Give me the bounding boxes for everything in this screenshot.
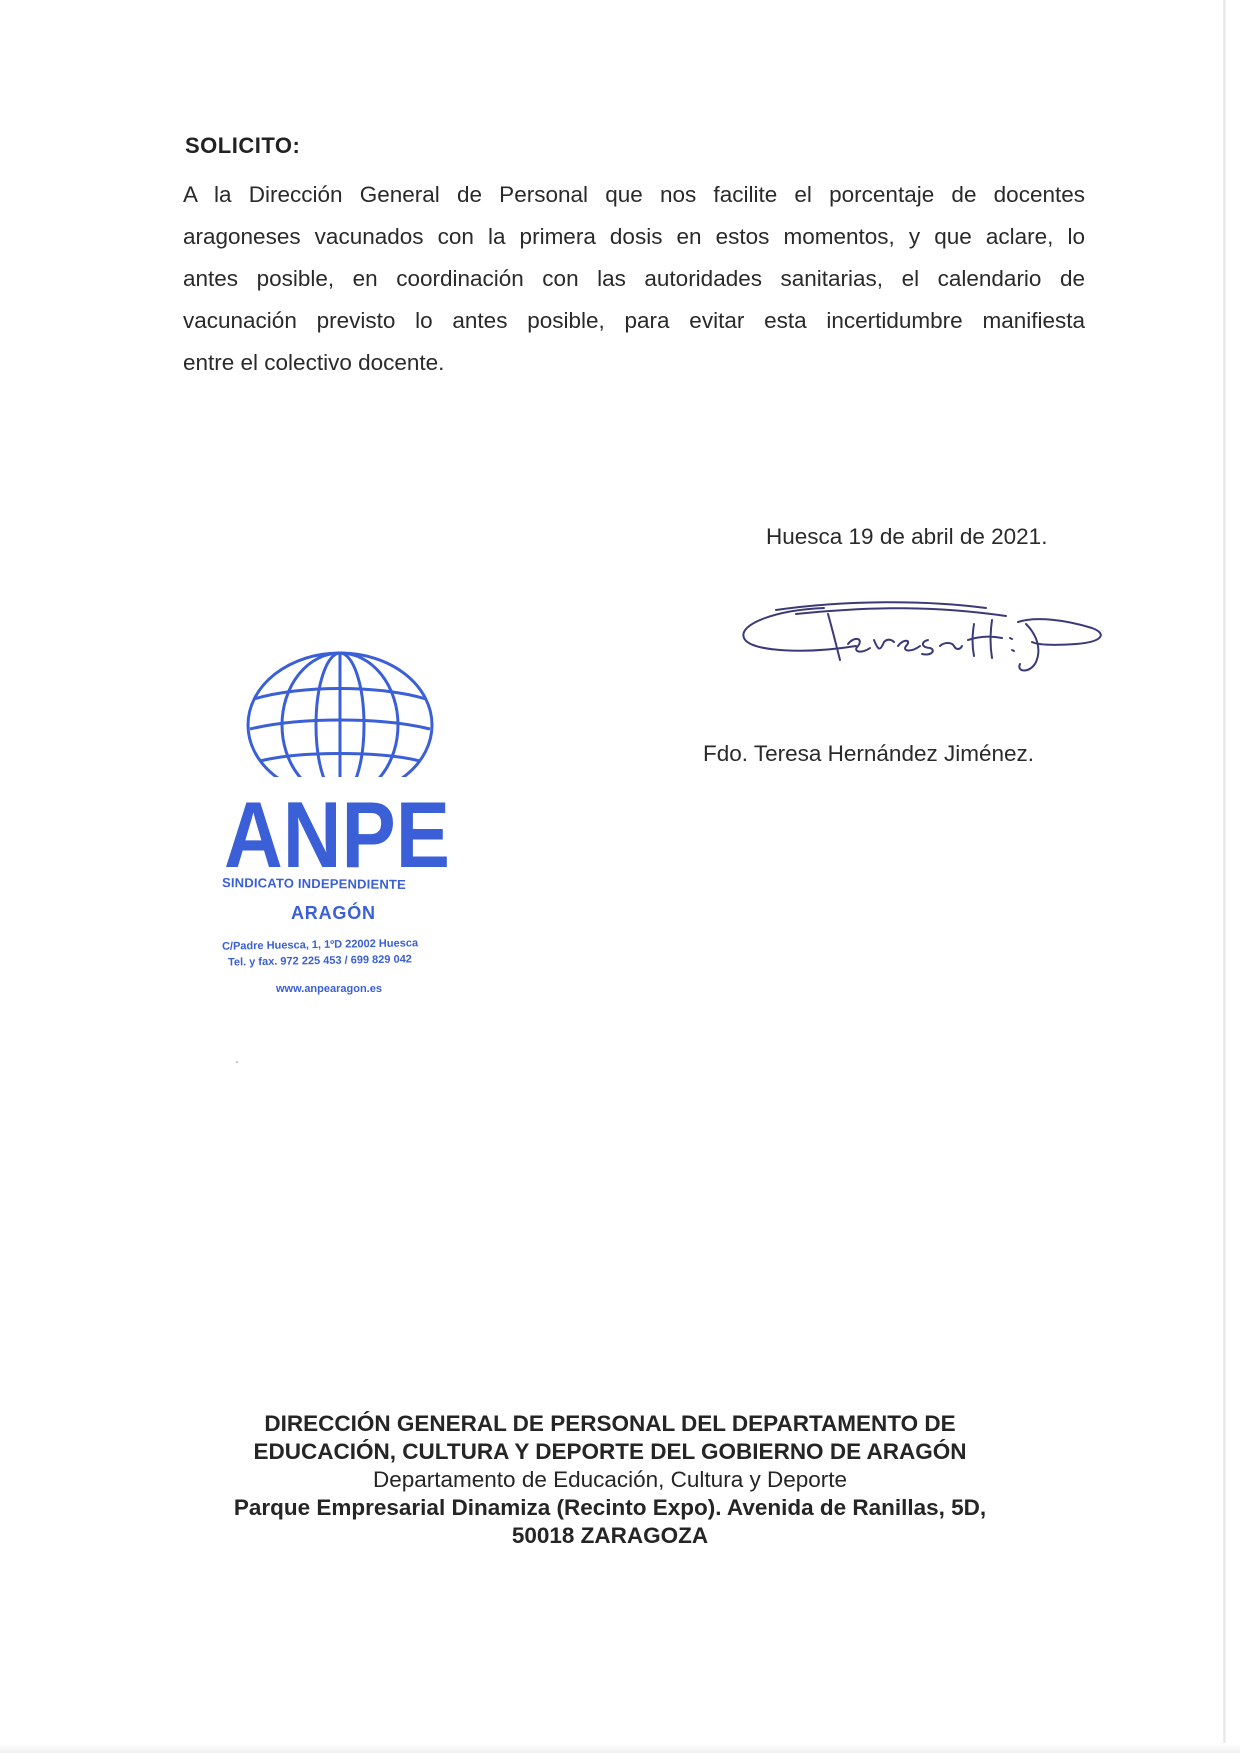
scan-speck <box>236 1061 238 1063</box>
stamp-region: ARAGÓN <box>291 903 376 923</box>
request-body <box>183 174 1085 384</box>
recipient-address: Parque Empresarial Dinamiza (Recinto Expo). Avenida de Ranillas, 5D, <box>233 1495 987 1520</box>
recipient-line: EDUCACIÓN, CULTURA Y DEPORTE DEL GOBIERNO DE ARAGÓN <box>253 1439 967 1464</box>
recipient-line: DIRECCIÓN GENERAL DE PERSONAL DEL DEPARTAMENTO DE <box>264 1411 956 1436</box>
recipient-city: 50018 ZARAGOZA <box>511 1523 709 1548</box>
request-line: vacunación previsto lo antes posible, para evitar esta incertidumbre manifiesta <box>183 308 1085 333</box>
scan-edge-right <box>1223 0 1226 1753</box>
request-line: A la Dirección General de Personal que nos facilite el porcentaje de docentes <box>183 182 1085 207</box>
request-heading: SOLICITO: <box>185 133 301 158</box>
stamp-phone: Tel. y fax. 972 225 453 / 699 829 042 <box>227 953 412 969</box>
request-line: entre el colectivo docente. <box>183 350 445 375</box>
anpe-stamp <box>218 645 458 995</box>
handwritten-signature <box>736 594 1108 694</box>
request-line: antes posible, en coordinación con las autoridades sanitarias, el calendario de <box>183 266 1085 291</box>
anpe-wordmark <box>222 795 452 873</box>
date-line: Huesca 19 de abril de 2021. <box>766 524 1048 549</box>
recipient-department: Departamento de Educación, Cultura y Deporte <box>372 1467 848 1492</box>
recipient-block <box>160 1410 1060 1550</box>
signatory-name: Fdo. Teresa Hernández Jiménez. <box>703 741 1035 766</box>
anpe-wordmark-text: ANPE <box>224 795 450 873</box>
globe-logo-icon <box>240 645 440 795</box>
scan-edge-bottom <box>0 1743 1240 1753</box>
request-line: aragoneses vacunados con la primera dosis en estos momentos, y que aclare, lo <box>183 224 1085 249</box>
stamp-website: www.anpearagon.es <box>276 983 382 995</box>
stamp-address: C/Padre Huesca, 1, 1ºD 22002 Huesca <box>221 937 419 953</box>
stamp-subtitle: SINDICATO INDEPENDIENTE <box>221 875 407 892</box>
